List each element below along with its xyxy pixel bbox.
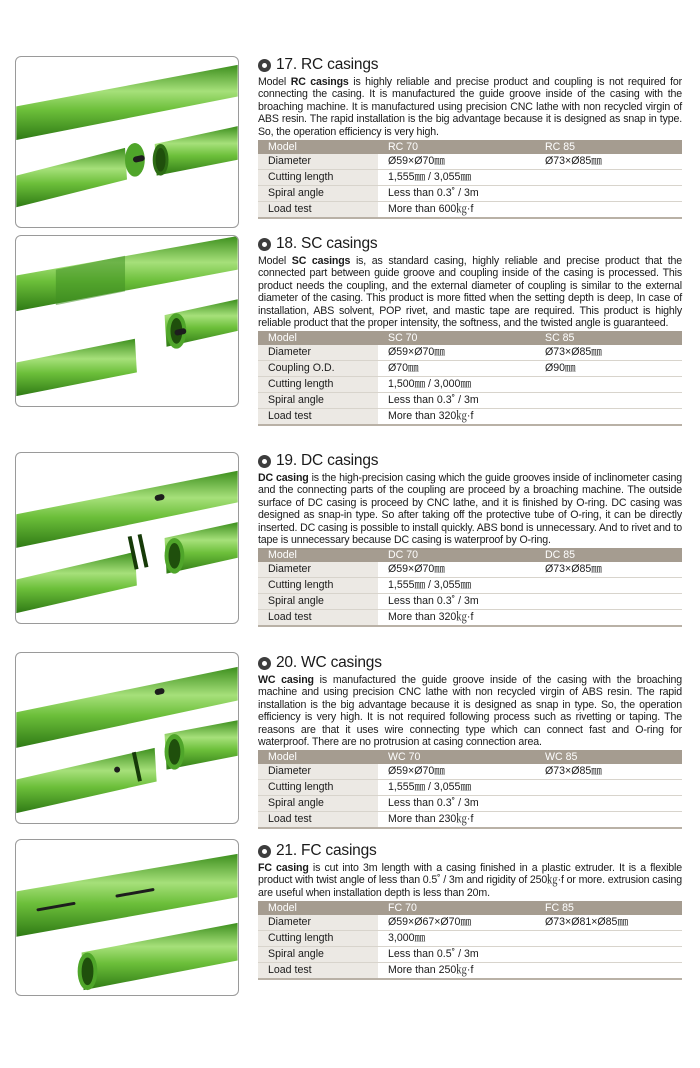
table-row: Load test More than 320㎏·f	[258, 409, 682, 426]
wc-casing-illustration	[16, 653, 238, 823]
table-row: Load test More than 600㎏·f	[258, 202, 682, 219]
bullet-icon	[258, 59, 271, 72]
table-row: Spiral angle Less than 0.5˚ / 3m	[258, 947, 682, 963]
fc-casing-illustration	[16, 840, 238, 995]
section-wc-casings	[258, 654, 682, 829]
sc-casing-illustration	[16, 236, 238, 406]
section-sc-casings	[258, 235, 682, 426]
dc-casing-photo	[15, 452, 239, 624]
section-title: 19. DC casings	[276, 452, 379, 469]
table-row: Cutting length 1,555㎜ / 3,055㎜	[258, 578, 682, 594]
section-title: 21. FC casings	[276, 842, 377, 859]
table-row: Cutting length 3,000㎜	[258, 931, 682, 947]
table-row: Cutting length 1,555㎜ / 3,055㎜	[258, 780, 682, 796]
fc-casing-photo	[15, 839, 239, 996]
table-row: Spiral angle Less than 0.3˚ / 3m	[258, 393, 682, 409]
section-description: WC casing is manufactured the guide groove inside of the casing with the broaching machine and using precision CNC lathe with non recycled virgin of ABS resin. The rapid installation is the big advantage because it is designed as snap in type. So, the operation efficiency is very high. It is not required following process such as rivetting or taping. The reasons are that it uses wire connecting type which can connect fast and O-ring for waterproof. There are no protrusion at casing connection area.	[258, 674, 682, 749]
section-title: 20. WC casings	[276, 654, 382, 671]
table-row: Spiral angle Less than 0.3˚ / 3m	[258, 186, 682, 202]
sc-casing-photo	[15, 235, 239, 407]
table-row: Diameter Ø59×Ø70㎜ Ø73×Ø85㎜	[258, 345, 682, 361]
bullet-icon	[258, 238, 271, 251]
spec-table: Model WC 70 WC 85 Diameter Ø59×Ø70㎜ Ø73×Ø85㎜ Cutting length 1,555㎜ / 3,055㎜ Spiral angle Less than 0.3˚ / 3m Load test More than 230㎏·f	[258, 750, 682, 829]
table-row: Diameter Ø59×Ø70㎜ Ø73×Ø85㎜	[258, 154, 682, 170]
section-description: DC casing is the high-precision casing which the guide grooves inside of inclinometer casing and the connecting parts of the coupling are proceed by a broaching machine. The outside surface of DC casing is proceed by CNC lathe, and it is finished by O-ring. DC casing was designed as snap-in type. So after taking off the protective tube of O-ring, it can be directly inserted. DC casing is possible to install quickly. ABS bond is unnecessary. And to rivet and to tape is unnecessary because DC casing is waterproof by O-ring.	[258, 472, 682, 547]
table-row: Load test More than 250㎏·f	[258, 963, 682, 980]
wc-casing-photo	[15, 652, 239, 824]
spec-table: Model SC 70 SC 85 Diameter Ø59×Ø70㎜ Ø73×Ø85㎜ Coupling O.D. Ø70㎜ Ø90㎜ Cutting length 1,500㎜ / 3,000㎜ Spiral angle Less than 0.3˚ / 3m Load test More than 320㎏·f	[258, 331, 682, 426]
spec-table: Model FC 70 FC 85 Diameter Ø59×Ø67×Ø70㎜ Ø73×Ø81×Ø85㎜ Cutting length 3,000㎜ Spiral angle Less than 0.5˚ / 3m Load test More than 250㎏·f	[258, 901, 682, 980]
table-row: Cutting length 1,555㎜ / 3,055㎜	[258, 170, 682, 186]
section-title: 18. SC casings	[276, 235, 378, 252]
table-row: Diameter Ø59×Ø70㎜ Ø73×Ø85㎜	[258, 764, 682, 780]
table-row: Spiral angle Less than 0.3˚ / 3m	[258, 594, 682, 610]
section-description: Model SC casings is, as standard casing, highly reliable and precise product that the connected part between guide groove and coupling inside of the casing is processed. This product needs the coupling, and the external diameter of coupling is similar to the external diameter of the casing. This product is more fitted when the setting depth is deep, In case of installation, ABS solvent, POP rivet, and mastic tape are required. This product is highly reliable product that the proper intensity, the softness, and the twisted angle is guaranteed.	[258, 255, 682, 330]
section-fc-casings	[258, 842, 682, 980]
bullet-icon	[258, 845, 271, 858]
rc-casing-illustration	[16, 57, 238, 227]
dc-casing-illustration	[16, 453, 238, 623]
section-description: Model RC casings is highly reliable and precise product and coupling is not required for connecting the casing. It is manufactured the guide groove inside of the casing with the broaching machine. It is manufactured using precision CNC lathe with non recycled virgin of ABS resin. The rapid installation is the big advantage because it is designed as snap in type. So, the operation efficiency is very high.	[258, 76, 682, 138]
section-description: FC casing is cut into 3m length with a casing finished in a plastic extruder. It is a flexible product with twist angle of less than 0.5˚ / 3m and rigidity of 250㎏·f or more. extrusion casing are useful when installation depth is less than 20m.	[258, 862, 682, 899]
section-rc-casings	[258, 56, 682, 219]
section-dc-casings	[258, 452, 682, 627]
table-row: Spiral angle Less than 0.3˚ / 3m	[258, 796, 682, 812]
table-row: Load test More than 320㎏·f	[258, 610, 682, 627]
bullet-icon	[258, 657, 271, 670]
rc-casing-photo	[15, 56, 239, 228]
table-row: Load test More than 230㎏·f	[258, 812, 682, 829]
table-row: Coupling O.D. Ø70㎜ Ø90㎜	[258, 361, 682, 377]
section-title: 17. RC casings	[276, 56, 379, 73]
spec-table: Model DC 70 DC 85 Diameter Ø59×Ø70㎜ Ø73×Ø85㎜ Cutting length 1,555㎜ / 3,055㎜ Spiral angle Less than 0.3˚ / 3m Load test More than 320㎏·f	[258, 548, 682, 627]
bullet-icon	[258, 455, 271, 468]
table-row: Diameter Ø59×Ø67×Ø70㎜ Ø73×Ø81×Ø85㎜	[258, 915, 682, 931]
spec-table: Model RC 70 RC 85 Diameter Ø59×Ø70㎜ Ø73×Ø85㎜ Cutting length 1,555㎜ / 3,055㎜ Spiral angle Less than 0.3˚ / 3m Load test More than 600㎏·f	[258, 140, 682, 219]
table-row: Diameter Ø59×Ø70㎜ Ø73×Ø85㎜	[258, 562, 682, 578]
table-row: Cutting length 1,500㎜ / 3,000㎜	[258, 377, 682, 393]
